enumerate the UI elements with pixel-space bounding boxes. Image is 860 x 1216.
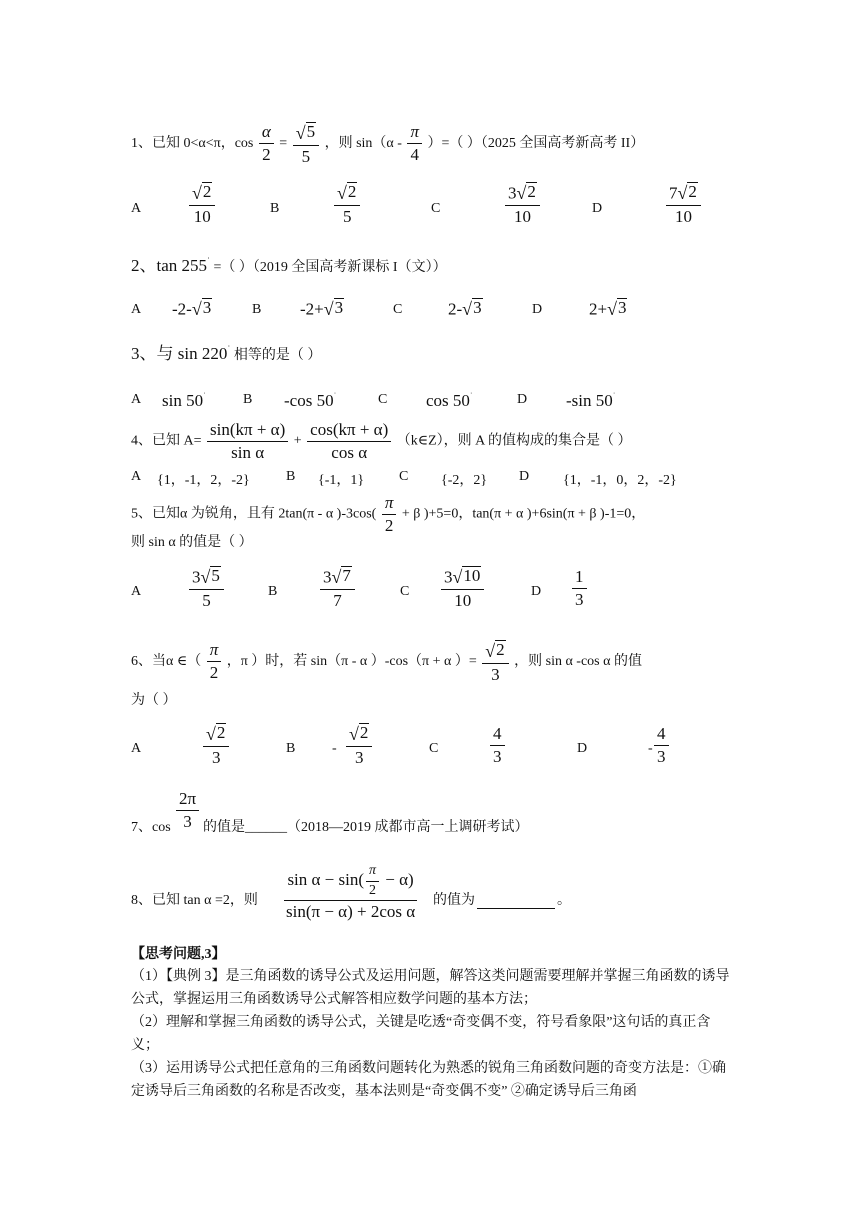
- q4-option-c-value: {-2，2}: [441, 473, 488, 488]
- q6-option-c-label: C: [429, 741, 439, 756]
- question-4: [131, 421, 632, 462]
- q4-option-a-label: A: [131, 469, 142, 484]
- q6-pi-over-2: $\frac{\pi}{2}$: [207, 641, 222, 682]
- q1-option-c-value: 3 √ 2 10: [505, 182, 540, 225]
- q4-option-d-label: D: [519, 469, 530, 484]
- q6-prefix: 6、当α ∈（: [131, 653, 202, 669]
- q8-fraction: sin α − sin( $\frac{\pi}{2}$ − α) sin(π − α) + 2cos α: [286, 863, 416, 922]
- q6-mid: ，π ）时，若 sin（π - α ）-cos（π + α ）=: [226, 653, 477, 669]
- q2-suffix: =（ ）（2019 全国高考新课标 I（文））: [210, 260, 447, 275]
- q4-option-b-label: B: [286, 469, 296, 484]
- q7-prefix: 7、cos: [131, 820, 171, 835]
- q3-option-d-label: D: [517, 392, 528, 407]
- q2-option-c-label: C: [393, 302, 403, 317]
- q2-option-a-label: A: [131, 302, 142, 317]
- q5-option-a-label: A: [131, 584, 142, 599]
- q3-option-a-value: sin 50˙: [162, 391, 206, 410]
- q1-pi-over-4: $\frac{\pi}{4}$: [407, 123, 422, 164]
- q6-option-d-label: D: [577, 741, 588, 756]
- q1-options: [0, 182, 860, 232]
- question-3: 3、与 sin 220˙ 相等的是（ ）: [131, 344, 322, 363]
- q5-line1a: 5、已知α 为锐角，且有 2tan(π - α )-3cos(: [131, 506, 377, 522]
- q8-end: 。: [557, 893, 571, 908]
- q3-prefix: 3、与 sin 220: [131, 344, 228, 363]
- q5-option-d-value: $\frac{1}{3}$: [572, 568, 587, 609]
- q6-suffix: ，则 sin α -cos α 的值: [514, 653, 642, 669]
- q3-option-d-value: -sin 50˙: [566, 391, 616, 410]
- q1-option-a-value: √ 2 10: [189, 182, 215, 225]
- q1-option-d-label: D: [592, 201, 603, 216]
- q6-option-a-label: A: [131, 741, 142, 756]
- q1-option-b-label: B: [270, 201, 280, 216]
- q8-suffix: 的值为: [433, 893, 475, 908]
- q4-option-a-value: {1，-1，2，-2}: [157, 473, 250, 488]
- q6-line2: 为（ ）: [131, 693, 177, 708]
- q5-option-b-label: B: [268, 584, 278, 599]
- q7-2pi-over-3: $\frac{2\pi}{3}$: [176, 790, 199, 831]
- q3-options: [0, 391, 860, 413]
- q1-sqrt5-over-5: √ 5 5: [293, 122, 319, 165]
- question-5: [131, 494, 645, 535]
- q6-option-c-value: $\frac{4}{3}$: [490, 725, 505, 766]
- q5-line1b: + β )+5=0，tan(π + α )+6sin(π + β )-1=0，: [401, 506, 646, 522]
- q6-sqrt2-over-3: √ 2 3: [482, 640, 508, 683]
- q3-option-b-label: B: [243, 392, 253, 407]
- q5-line2: 则 sin α 的值是（ ）: [131, 535, 253, 550]
- q5-option-b-value: 3 √ 7 7: [320, 566, 355, 609]
- thinking-paragraph-1: （1）【典例 3】是三角函数的诱导公式及运用问题，解答这类问题需要理解并掌握三角函数的诱导公式，掌握运用三角函数诱导公式解答相应数学问题的基本方法；: [131, 969, 730, 1007]
- q1-option-b-value: √ 2 5: [334, 182, 360, 225]
- q3-option-c-label: C: [378, 392, 388, 407]
- q2-option-b-label: B: [252, 302, 262, 317]
- thinking-paragraph-3: （3）运用诱导公式把任意角的三角函数问题转化为熟悉的锐角三角函数问题的奇变方法是：①确定诱导后三角函数的名称是否改变，基本法则是“奇变偶不变” ②确定诱导后三角函: [131, 1061, 726, 1099]
- q4-plus: +: [293, 433, 302, 449]
- q5-option-a-value: 3 √ 5 5: [189, 566, 224, 609]
- q3-suffix: 相等的是（ ）: [230, 348, 322, 363]
- q6-options: [0, 723, 860, 773]
- q3-option-c-value: cos 50˙: [426, 391, 473, 410]
- q6-option-d-value: $\frac{4}{3}$: [654, 725, 669, 766]
- q4-options: [0, 469, 860, 489]
- q1-alpha-over-2: $\frac{\alpha}{2}$: [259, 123, 274, 164]
- q6-option-d-sign: -: [648, 741, 653, 756]
- q5-pi-over-2: $\frac{\pi}{2}$: [382, 494, 397, 535]
- q4-fraction-cos: $\frac{\cos(k\pi + \alpha)}{\text{cos α}}$: [307, 421, 391, 462]
- q2-prefix: 2、tan 255: [131, 256, 208, 275]
- q2-option-b-value: -2+ √ 3: [300, 298, 344, 319]
- q4-option-d-value: {1，-1，0，2，-2}: [563, 473, 677, 488]
- q6-option-b-sign: -: [332, 741, 337, 756]
- q3-option-b-value: -cos 50˙: [284, 391, 337, 410]
- q5-option-c-label: C: [400, 584, 410, 599]
- q1-mid: ，则 sin（α -: [324, 135, 402, 151]
- q5-options: [0, 566, 860, 616]
- q4-prefix: 4、已知 A=: [131, 433, 202, 449]
- q2-option-a-value: -2- √ 3: [172, 298, 212, 319]
- q2-options: [0, 298, 860, 322]
- q2-option-d-value: 2+ √ 3: [589, 298, 627, 319]
- q5-option-d-label: D: [531, 584, 542, 599]
- q4-suffix: （k∈Z），则 A 的值构成的集合是（ ）: [396, 433, 632, 449]
- thinking-paragraph-2: （2）理解和掌握三角函数的诱导公式，关键是吃透“奇变偶不变，符号看象限”这句话的真正含义；: [131, 1015, 711, 1053]
- q1-option-d-value: 7 √ 2 10: [666, 182, 701, 225]
- q3-option-a-label: A: [131, 392, 142, 407]
- q5-option-c-value: 3 √ 10 10: [441, 566, 484, 609]
- q1-option-c-label: C: [431, 201, 441, 216]
- q1-option-a-label: A: [131, 201, 142, 216]
- question-5-line2: [131, 536, 253, 550]
- q4-option-b-value: {-1，1}: [318, 473, 365, 488]
- q8-prefix: 8、已知 tan α =2，则: [131, 893, 258, 908]
- question-6: [131, 640, 642, 683]
- q6-option-b-value: √ 2 3: [346, 723, 372, 766]
- q1-suffix: ）=（ ）（2025 全国高考新高考 II）: [427, 135, 645, 151]
- q6-option-b-label: B: [286, 741, 296, 756]
- question-6-line2: [131, 694, 177, 708]
- q1-eq: =: [279, 135, 288, 151]
- q2-option-d-label: D: [532, 302, 543, 317]
- thinking-heading: 【思考问题,3】: [131, 947, 226, 962]
- q4-fraction-sin: $\frac{\sin(k\pi + \alpha)}{\text{sin α}}$: [207, 421, 288, 462]
- q6-option-a-value: √ 2 3: [203, 723, 229, 766]
- question-1: [131, 122, 644, 165]
- q2-option-c-value: 2- √ 3: [448, 298, 482, 319]
- q4-option-c-label: C: [399, 469, 409, 484]
- q1-prefix: 1、已知 0<α<π，cos: [131, 135, 254, 151]
- q8-answer-blank: [477, 894, 555, 909]
- question-2: 2、tan 255˙ =（ ）（2019 全国高考新课标 I（文））: [131, 256, 447, 275]
- q7-suffix: 的值是______（2018—2019 成都市高一上调研考试）: [203, 820, 529, 835]
